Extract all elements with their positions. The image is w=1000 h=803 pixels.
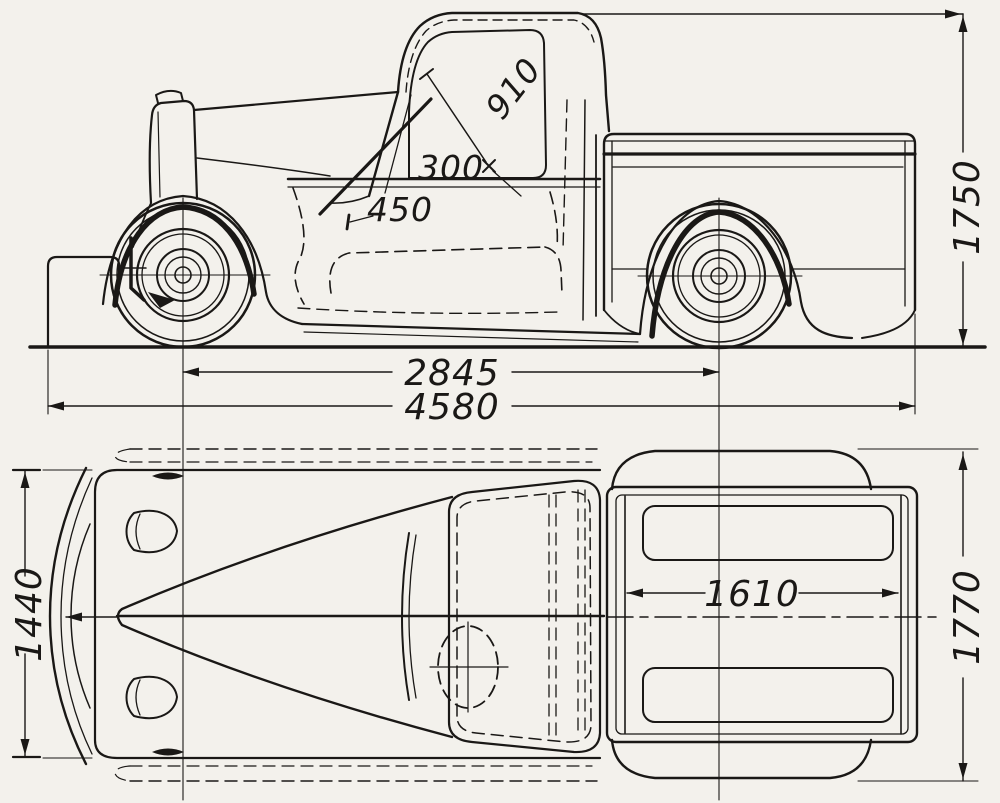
bed-side-panel-bottom <box>643 668 893 722</box>
axle-centerlines <box>183 198 719 800</box>
seat-width-label: 450 <box>367 190 433 229</box>
headlight-right <box>127 677 178 718</box>
wheelbase-label: 2845 <box>404 353 500 394</box>
r-point-marker <box>483 160 495 172</box>
running-board <box>302 324 640 342</box>
seat-back-dashed <box>550 192 557 247</box>
headlight-left <box>127 511 178 552</box>
dimension-window-diagonal <box>420 50 549 162</box>
windshield-pillar <box>369 92 398 196</box>
body-outline-plan <box>95 470 600 758</box>
plan-centerline <box>66 613 940 622</box>
overall-height-label: 1750 <box>947 159 988 255</box>
dimension-seat-450 <box>347 190 433 229</box>
front-wheel <box>100 203 270 347</box>
inner-fender-dashed <box>293 188 304 304</box>
seat-point-label: 300 <box>418 148 484 187</box>
overall-width-label: 1770 <box>947 569 988 665</box>
front-bumper-plan <box>50 468 92 764</box>
door-rear-seam <box>583 100 585 320</box>
bed-side-panel-top <box>643 506 893 560</box>
overall-length-label: 4580 <box>404 387 500 428</box>
seat-cushion-dashed <box>330 247 545 293</box>
rear-wheel <box>638 204 802 348</box>
window-diagonal-label: 910 <box>477 50 550 127</box>
dimension-seat-300 <box>418 148 521 196</box>
bed-inner-length-label: 1610 <box>704 574 800 615</box>
tailgate-bottom <box>862 310 915 338</box>
front-fender <box>103 196 302 324</box>
dimension-bed-length <box>627 574 898 615</box>
dimension-overall-width <box>858 449 988 781</box>
front-width-label: 1440 <box>9 566 50 662</box>
